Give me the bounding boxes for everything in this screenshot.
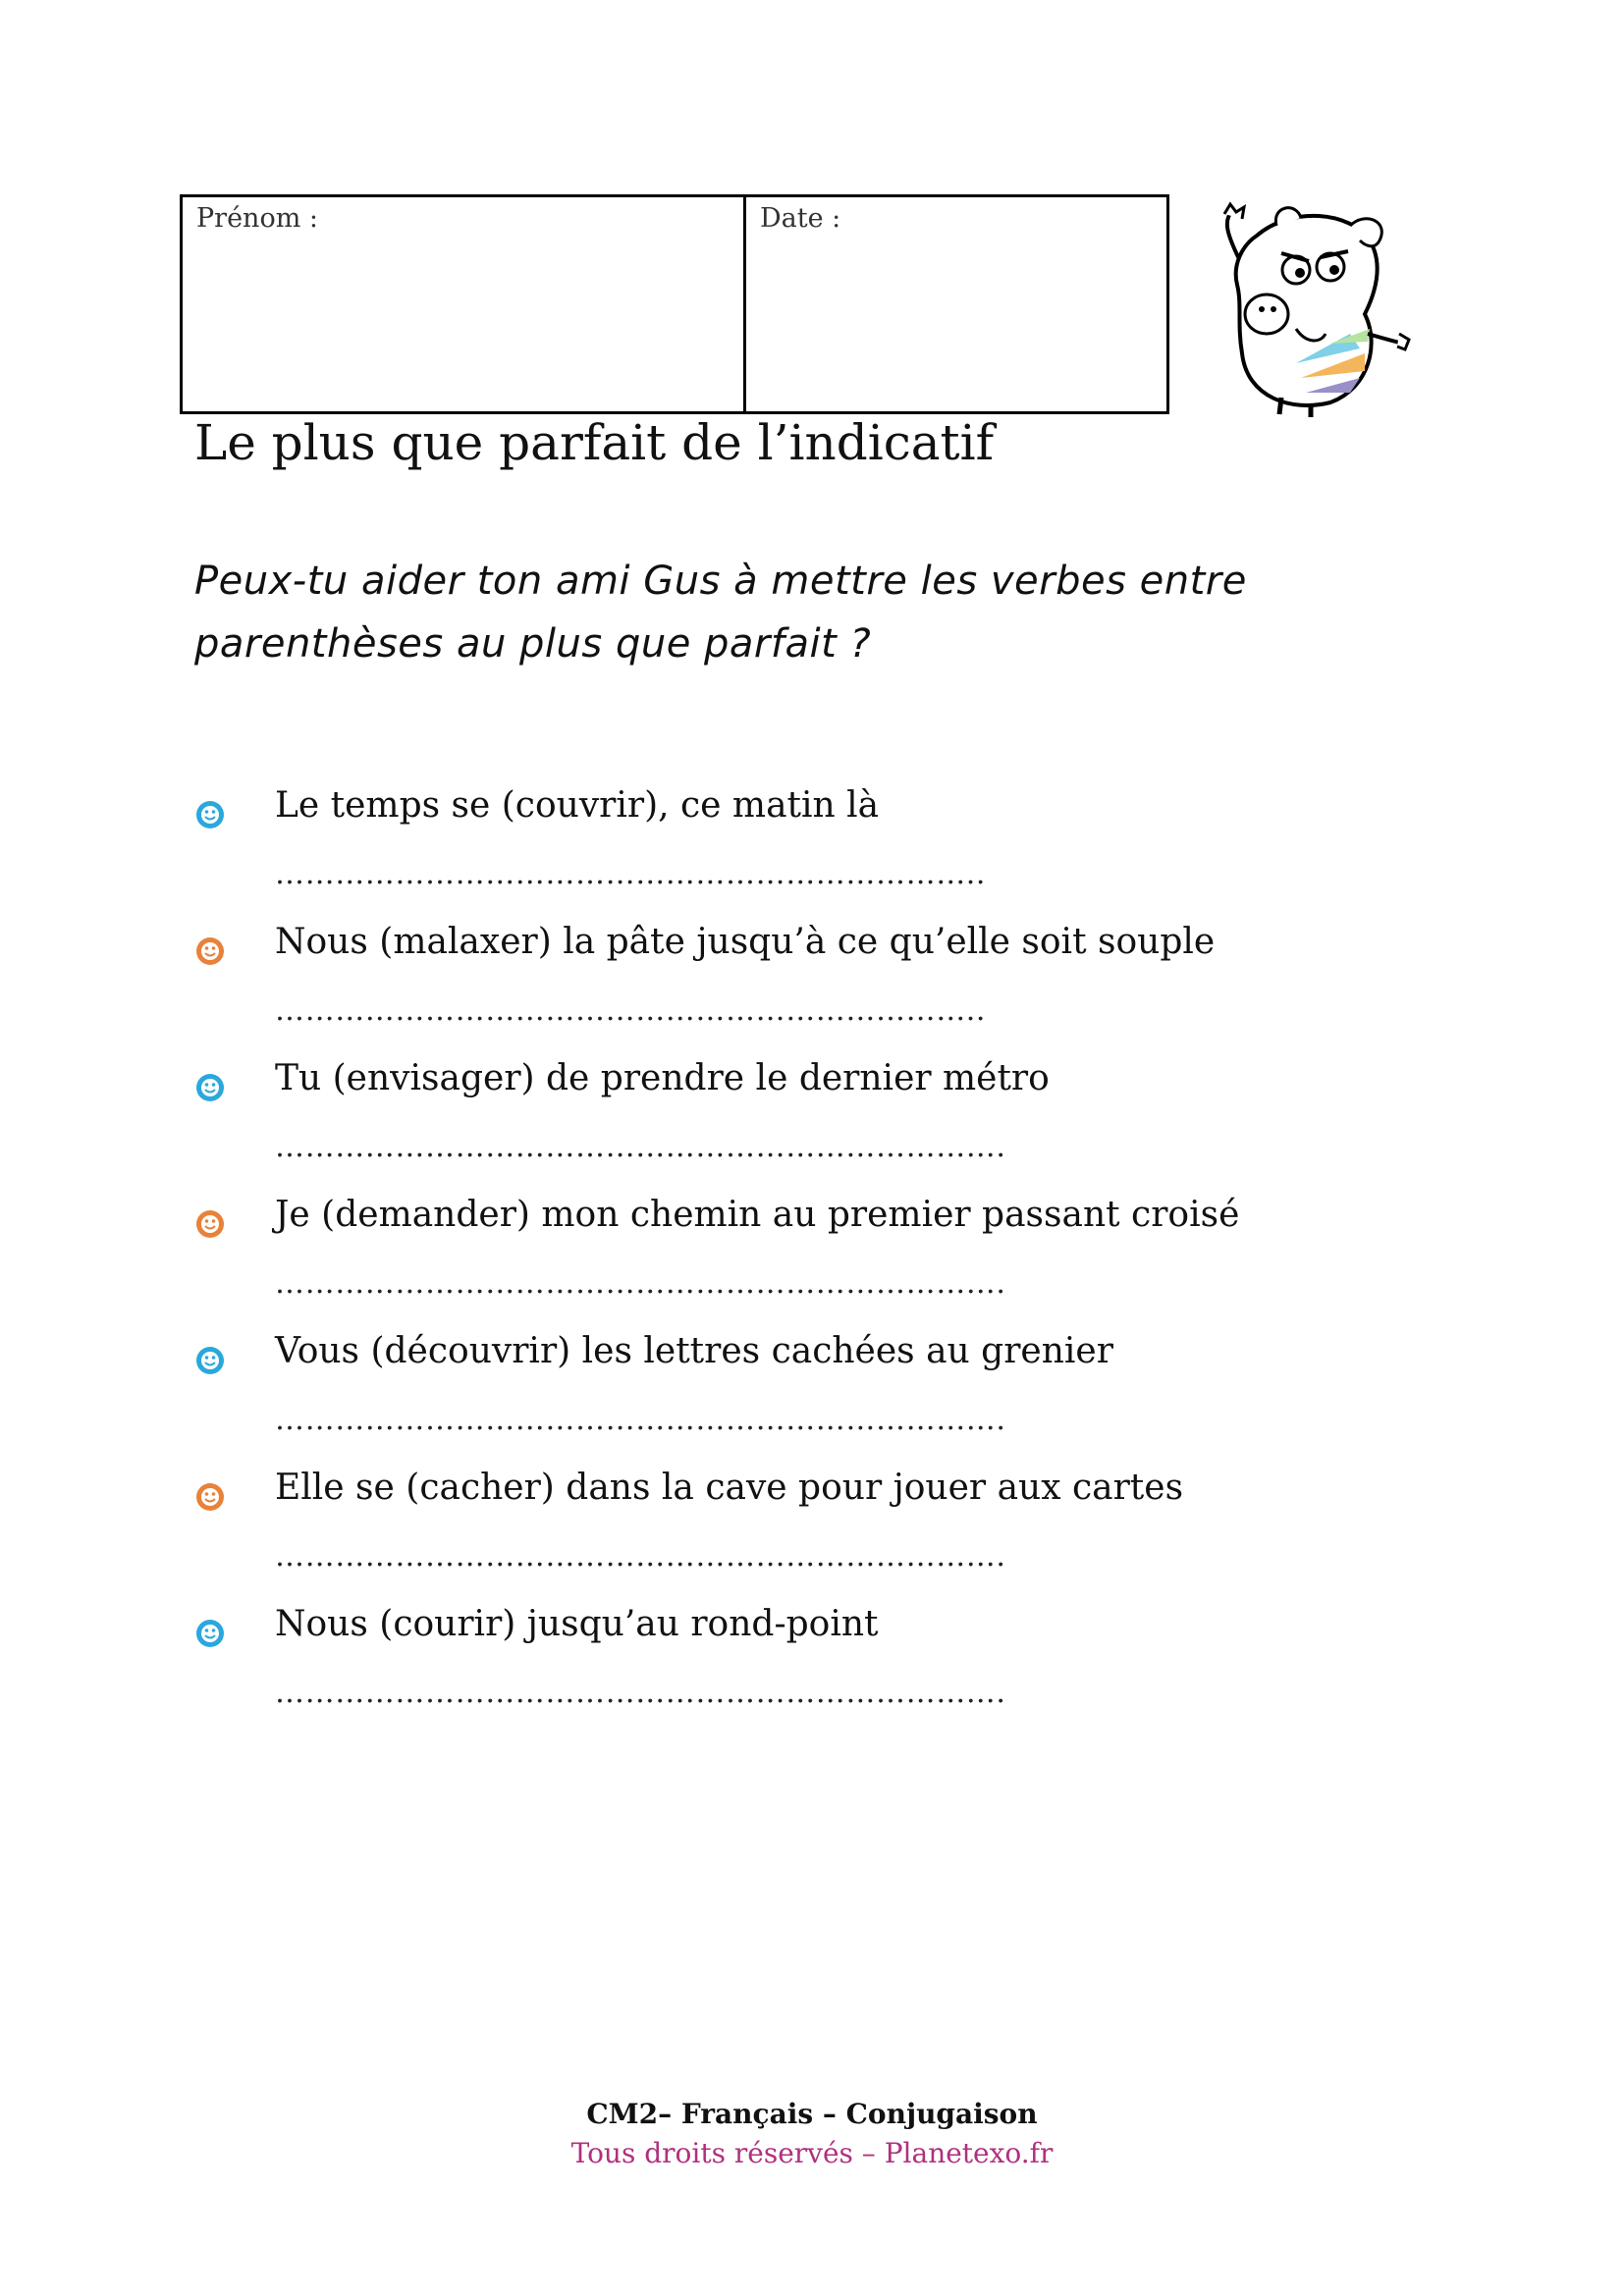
sheep-mascot-icon xyxy=(1203,196,1414,417)
exercise-sentence: Vous (découvrir) les lettres cachées au grenier xyxy=(275,1331,1113,1371)
exercise-sentence: Elle se (cacher) dans la cave pour jouer aux cartes xyxy=(275,1468,1184,1508)
footer-copyright[interactable]: Tous droits réservés – Planetexo.fr xyxy=(570,2137,1054,2169)
answer-line[interactable]: ………………………………………………………………. xyxy=(275,1403,1006,1437)
footer-course: CM2– Français – Conjugaison xyxy=(586,2098,1038,2130)
answer-line[interactable]: ………………………………………………………………. xyxy=(275,1676,1006,1710)
date-label: Date : xyxy=(760,203,841,234)
answer-line[interactable]: …………………………………………………………….. xyxy=(275,993,987,1028)
smiley-orange-icon xyxy=(194,935,226,967)
exercise-sentence: Je (demander) mon chemin au premier passant croisé xyxy=(275,1195,1240,1235)
smiley-orange-icon xyxy=(194,1208,226,1240)
page-title: Le plus que parfait de l’indicatif xyxy=(194,414,995,471)
first-name-field[interactable] xyxy=(183,197,746,411)
smiley-orange-icon xyxy=(194,1481,226,1513)
smiley-blue-icon xyxy=(194,799,226,830)
answer-line[interactable]: …………………………………………………………….. xyxy=(275,857,987,891)
exercise-sentence: Nous (courir) jusqu’au rond-point xyxy=(275,1604,879,1644)
exercise-sentence: Tu (envisager) de prendre le dernier métro xyxy=(275,1058,1050,1098)
smiley-blue-icon xyxy=(194,1072,226,1103)
smiley-blue-icon xyxy=(194,1345,226,1376)
answer-line[interactable]: ………………………………………………………………. xyxy=(275,1266,1006,1301)
answer-line[interactable]: ………………………………………………………………. xyxy=(275,1130,1006,1164)
exercise-sentence: Nous (malaxer) la pâte jusqu’à ce qu’elle soit souple xyxy=(275,922,1216,962)
answer-line[interactable]: ………………………………………………………………. xyxy=(275,1539,1006,1574)
date-field[interactable] xyxy=(746,197,1166,411)
name-date-box xyxy=(180,194,1169,414)
exercise-sentence: Le temps se (couvrir), ce matin là xyxy=(275,785,880,826)
instruction-line-2: parenthèses au plus que parfait ? xyxy=(194,621,872,667)
smiley-blue-icon xyxy=(194,1618,226,1649)
instruction xyxy=(194,550,1324,675)
first-name-label: Prénom : xyxy=(196,203,318,234)
instruction-line-1: Peux-tu aider ton ami Gus à mettre les verbes entre xyxy=(194,559,1247,604)
